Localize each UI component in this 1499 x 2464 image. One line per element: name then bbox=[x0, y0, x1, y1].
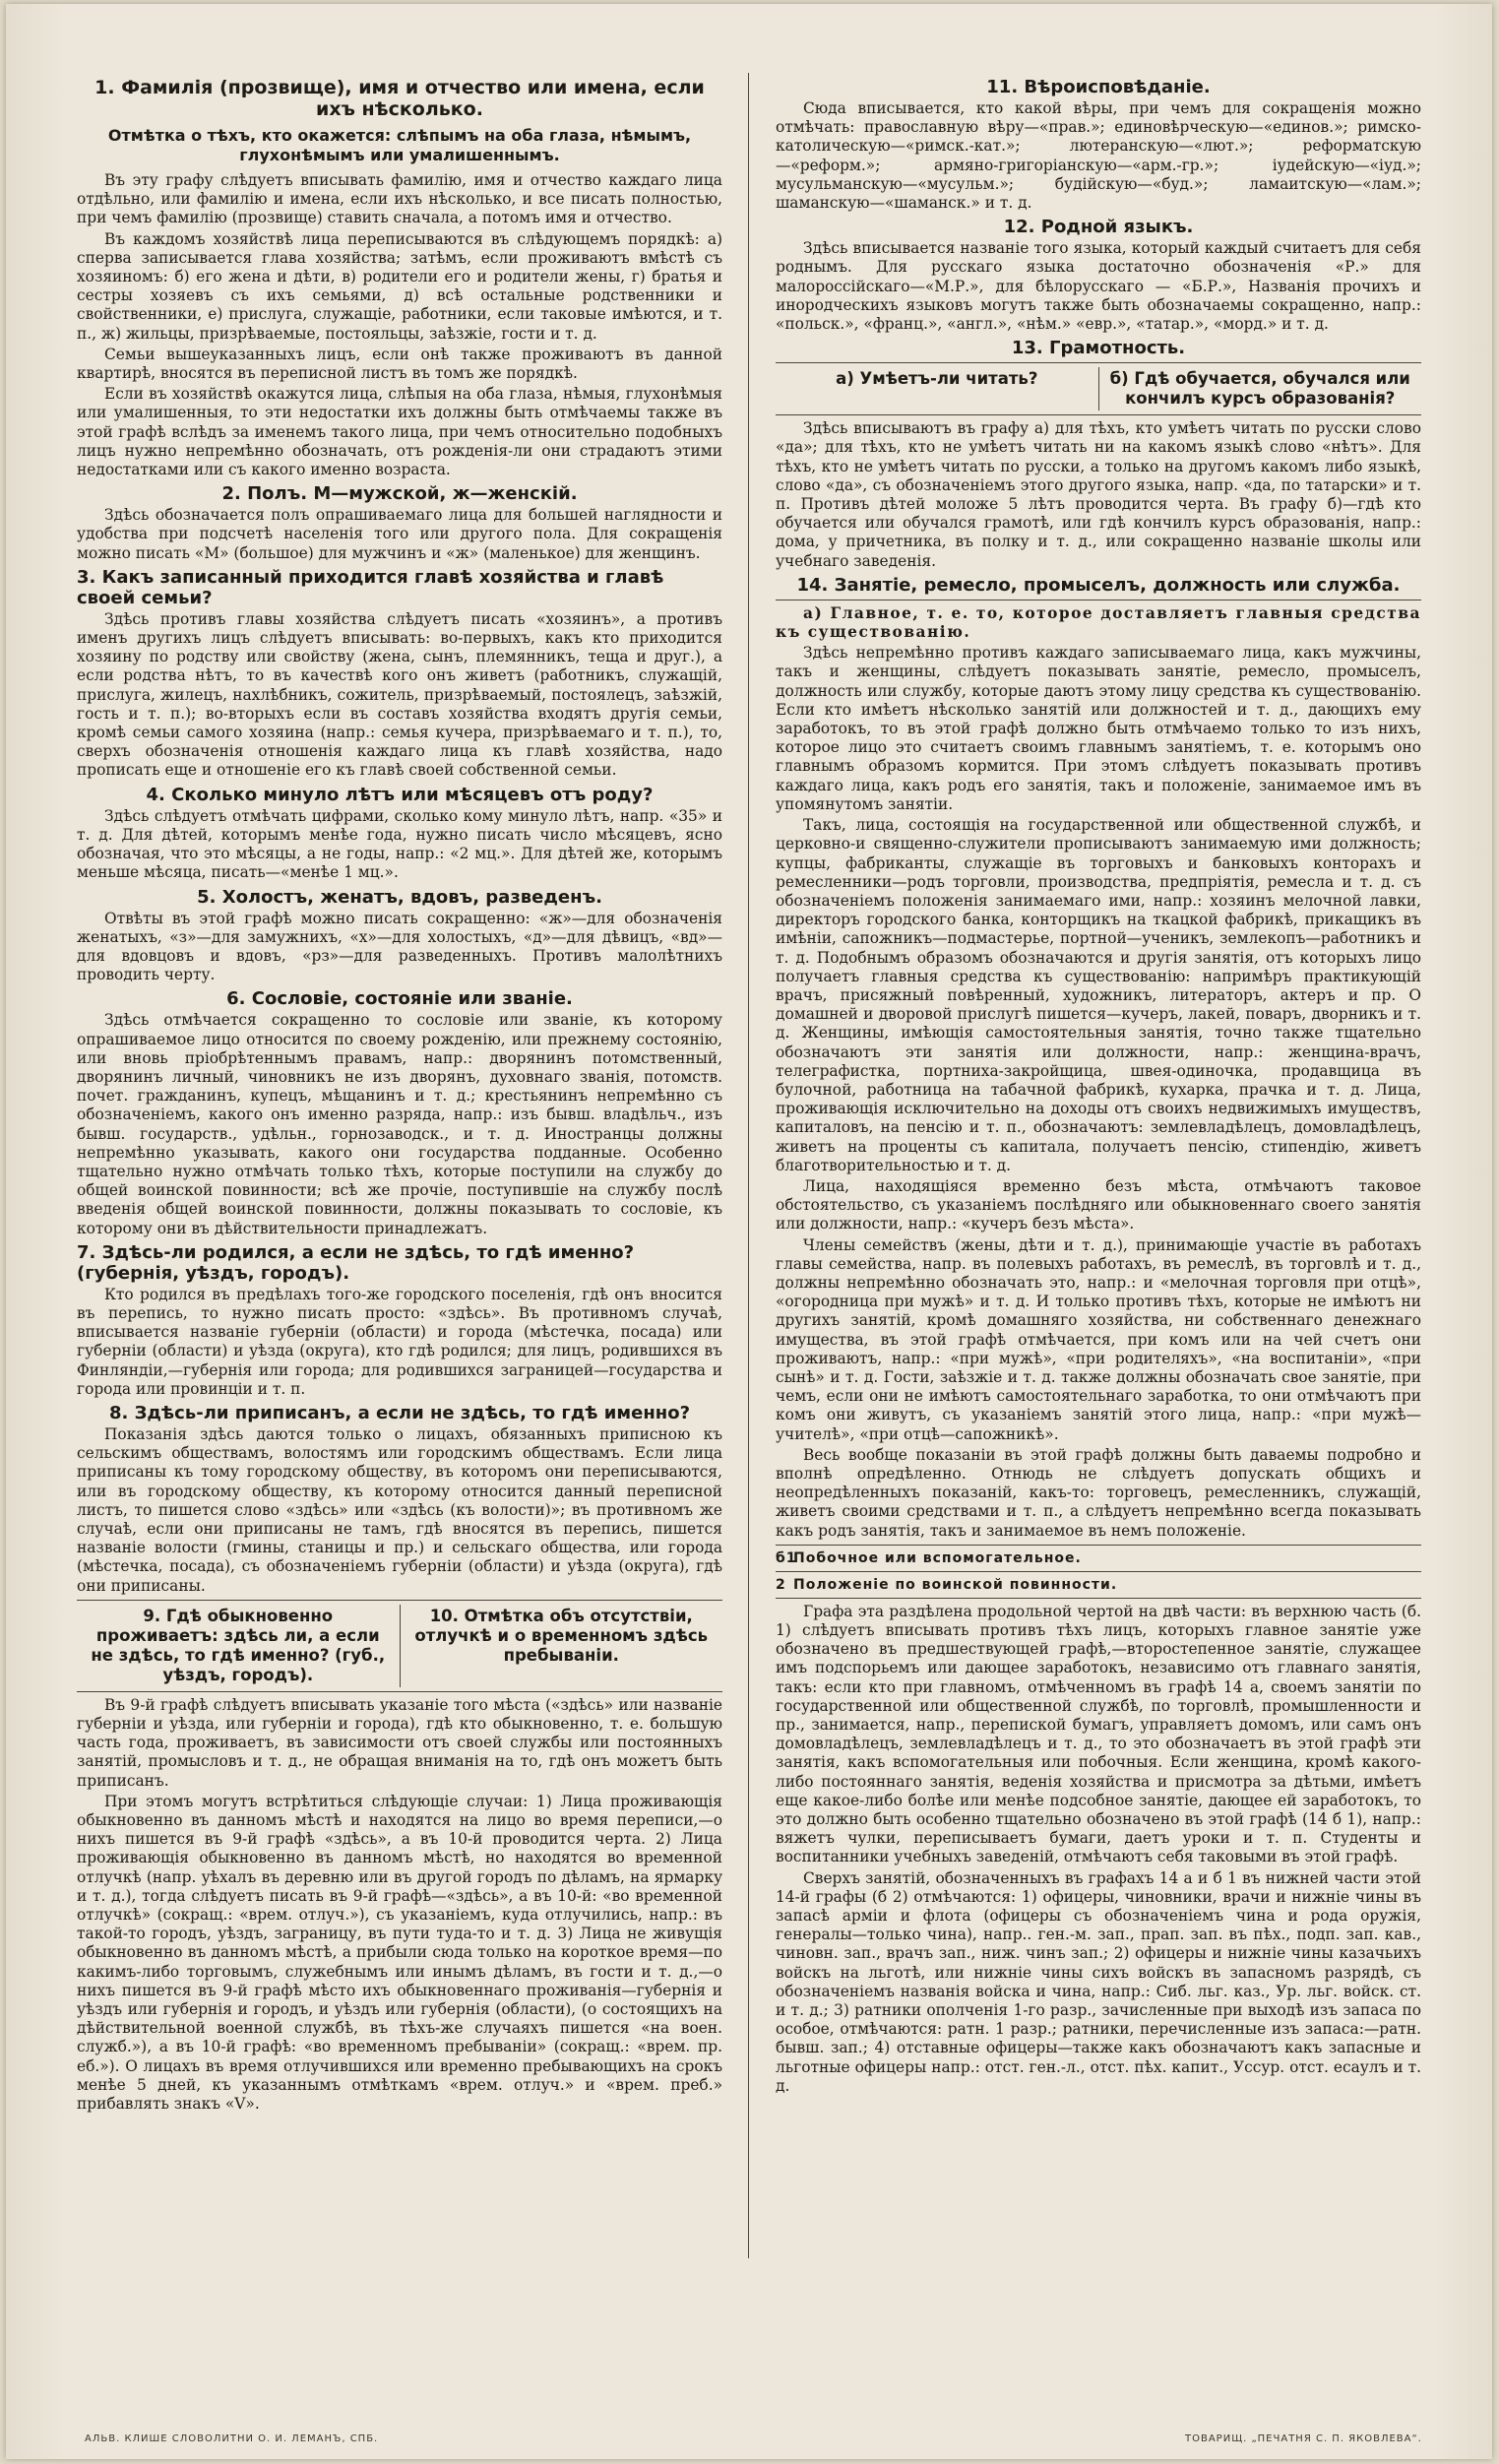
section-3-paragraph: Здѣсь противъ главы хозяйства слѣдуетъ писать «хозяинъ», а противъ именъ другихъ лицъ слѣдуетъ вписывать: во-первыхъ, какъ кто приходится хозяину по родству или свойству (жена, сынъ, племянникъ, теща и друг.), а если родства нѣтъ, то въ качествѣ кого онъ живетъ (работникъ, служащій, прислуга, жилецъ, нахлѣбникъ, сожитель, призрѣваемый, постоялецъ, заѣзжій, гость и т. п.); во-вторыхъ если въ составъ хозяйства входятъ другія семьи, кромѣ семьи самого хозяина (напр.: семья кучера, призрѣваемаго и т. п.), то, сверхъ обозначенія отношенія каждаго лица къ главѣ хозяйства, надо прописать еще и отношеніе его къ главѣ своей собственной семьи. bbox=[77, 609, 722, 780]
section-14b1-title: б1Побочное или вспомогательное. bbox=[776, 1549, 1082, 1566]
divider-line bbox=[77, 1600, 722, 1601]
section-13b-title: б) Гдѣ обучается, обучался или кончилъ курсъ образованія? bbox=[1098, 367, 1422, 411]
section-9-paragraph: Въ 9-й графѣ слѣдуетъ вписывать указаніе того мѣста («здѣсь» или названіе губерніи и уѣзда, или губерніи и города), гдѣ кто обыкновенно, т. е. большую часть года, проживаетъ, въ зависимости отъ своей службы или постоянныхъ занятій, промысловъ и т. д., не обращая вниманія на то, гдѣ онъ можетъ быть приписанъ. bbox=[77, 1695, 722, 1790]
section-13-paragraph: Здѣсь вписываютъ въ графу а) для тѣхъ, кто умѣетъ читать по русски слово «да»; для тѣхъ, кто не умѣетъ читать ни на какомъ языкѣ слово «нѣтъ». Для тѣхъ, кто не умѣетъ читать по русски, а только на другомъ какомъ либо языкѣ, слово «да», съ обозначеніемъ этого другого языка, напр. «да, по татарски» и т. п. Противъ дѣтей моложе 5 лѣтъ проводится черта. Въ графу б)—гдѣ кто обучается или обучался грамотѣ, или гдѣ кончилъ курсъ образованія, напр.: дома, у причетника, въ полку и т. д., или сокращенно названіе школы или учебнаго заведенія. bbox=[776, 419, 1421, 570]
section-11-paragraph: Сюда вписывается, кто какой вѣры, при чемъ для сокращенія можно отмѣчать: православную вѣру—«прав.»; единовѣрческую—«единов.»; римско-католическую—«римск.-кат.»; лютеранскую—«лют.»; реформатскую—«реформ.»; армяно-григоріанскую—«арм.-гр.»; іудейскую—«іуд.»; мусульманскую—«мусульм.»; будійскую—«буд.»; ламаитскую—«лам.»; шаманскую—«шаманск.» и т. д. bbox=[776, 99, 1421, 213]
section-14a-title: а) Главное, т. е. то, которое доставляетъ главныя средства къ существованію. bbox=[776, 603, 1421, 642]
section-13a-title: а) Умѣетъ-ли читать? bbox=[836, 369, 1038, 389]
section-12-title: 12. Родной языкъ. bbox=[1003, 217, 1194, 238]
section-1-paragraph: Въ каждомъ хозяйствѣ лица переписываются въ слѣдующемъ порядкѣ: а) сперва записывается глава хозяйства; затѣмъ, если проживаютъ вмѣстѣ съ хозяиномъ: б) его жена и дѣти, в) родители его и родители жены, г) братья и сестры хозяевъ съ ихъ семьями, д) всѣ остальные родственники и свойственники, е) прислуга, служащіе, работники, если таковые имѣются, и т. п., ж) жильцы, призрѣваемые, постояльцы, заѣзжіе, гости и т. д. bbox=[77, 229, 722, 343]
section-1-title: 1. Фамилія (прозвище), имя и отчество или имена, если ихъ нѣсколько. bbox=[94, 77, 705, 120]
section-14b2-title: 2 Положеніе по воинской повинности. bbox=[776, 1576, 1118, 1593]
section-2-paragraph: Здѣсь обозначается полъ опрашиваемаго лица для большей наглядности и удобства при подсчетѣ населенія того или другого пола. Для сокращенія можно писать «М» (большое) для мужчинъ и «ж» (маленькое) для женщинъ. bbox=[77, 506, 722, 562]
section-1-paragraph: Если въ хозяйствѣ окажутся лица, слѣпыя на оба глаза, нѣмыя, глухонѣмыя или умалишенныя, то эти недостатки ихъ должны быть отмѣчаемы также въ этой графѣ вслѣдъ за именемъ такого лица, при чемъ относительно подобныхъ лицъ нужно непремѣнно обозначать, отъ рожденія-ли они страдаютъ этими недостатками или съ какого именно возраста. bbox=[77, 385, 722, 479]
section-14-paragraph: Здѣсь непремѣнно противъ каждаго записываемаго лица, какъ мужчины, такъ и женщины, слѣдуетъ показывать занятіе, ремесло, промыселъ, должность или службу, которые даютъ этому лицу средства къ существованію. Если кто имѣетъ нѣсколько занятій или должностей и т. д., дающихъ ему заработокъ, то въ этой графѣ должно быть отмѣчаемо только то изъ нихъ, которое лицо это считаетъ своимъ главнымъ занятіемъ, т. е. которымъ оно главнымъ образомъ кормится. При этомъ слѣдуетъ показывать противъ каждаго лица, какъ родъ его занятія, такъ и положеніе, занимаемое имъ въ упомянутомъ занятіи. bbox=[776, 644, 1421, 813]
section-3-title: 3. Какъ записанный приходится главѣ хозяйства и главѣ своей семьи? bbox=[77, 566, 664, 608]
section-6-paragraph: Здѣсь отмѣчается сокращенно то сословіе или званіе, къ которому опрашиваемое лицо относится по своему рожденію, или прежнему состоянію, или вновь пріобрѣтеннымъ правамъ, напр.: дворянинъ потомственный, дворянинъ личный, чиновникъ не изъ дворянъ, духовнаго званія, потомств. почет. гражданинъ, купецъ, мѣщанинъ и т. д.; крестьянинъ непремѣнно съ обозначеніемъ, какого онъ именно разряда, напр.: изъ бывш. владѣльч., изъ бывш. государств., удѣльн., горнозаводск., и т. д. Иностранцы должны непремѣнно указывать, какого они государства подданные. Особенно тщательно нужно отмѣчать только тѣхъ, которые поступили на службу до общей воинской повинности; всѣ же прочіе, поступившіе на службу послѣ введенія общей воинской повинности, должны показывать то сословіе, къ которому они въ дѣйствительности принадлежатъ. bbox=[77, 1011, 722, 1237]
section-14-paragraph: Члены семействъ (жены, дѣти и т. д.), принимающіе участіе въ работахъ главы семейства, напр. въ полевыхъ работахъ, въ ремеслѣ, въ торговлѣ и т. д., должны непремѣнно обозначать это, напр.: и «мелочная торговля при отцѣ», «огородница при мужѣ» и т. д. И только противъ тѣхъ, которые не имѣютъ ни другихъ занятій, кромѣ домашняго хозяйства, ни собственнаго денежнаго имущества, въ этой графѣ отмѣчается, при комъ или на чей счетъ они проживаютъ, напр.: «при мужѣ», «при родителяхъ», «на воспитаніи», «при сынѣ» и т. д. Гости, заѣзжіе и т. д. также должны обозначать свое занятіе, при чемъ, если они не имѣютъ самостоятельнаго заработка, то они отмѣчаютъ при комъ они живутъ, съ указаніемъ занятій этого лица, напр.: «при мужѣ—учителѣ», «при отцѣ—сапожникѣ». bbox=[776, 1235, 1421, 1443]
section-14-title: 14. Занятіе, ремесло, промыселъ, должность или служба. bbox=[796, 574, 1401, 596]
column-divider bbox=[748, 73, 749, 2258]
section-1-note: Отмѣтка о тѣхъ, кто окажется: слѣпымъ на оба глаза, нѣмымъ, глухонѣмымъ или умалишеннымъ. bbox=[107, 126, 692, 164]
section-8-paragraph: Показанія здѣсь даются только о лицахъ, обязанныхъ приписною къ сельскимъ обществамъ, волостямъ или городскимъ обществамъ. Если лица приписаны къ тому городскому обществу, въ которомъ они переписываются, или въ городскому обществу, къ которому относится данный переписной листъ, то пишется слово «здѣсь» или «здѣсь (къ волости)»; въ противномъ же случаѣ, если они приписаны не тамъ, гдѣ вносятся въ перепись, пишется названіе волости (гмины, станицы и пр.) и сельскаго общества, или города (мѣстечка, посада), съ обозначеніемъ губерніи (области) и уѣзда (округа), гдѣ они приписаны. bbox=[77, 1424, 722, 1595]
printer-footer-left: АЛЬВ. КЛИШЕ СЛОВОЛИТНИ О. И. ЛЕМАНЪ, СПБ. bbox=[85, 2433, 379, 2444]
right-column bbox=[776, 73, 1421, 2098]
census-instruction-sheet bbox=[6, 4, 1492, 2459]
section-14-paragraph: Весь вообще показаніи въ этой графѣ должны быть даваемы подробно и вполнѣ опредѣленно. Отнюдь не слѣдуетъ допускать общихъ и неопредѣленныхъ показаній, какъ-то: торговецъ, ремесленникъ, служащій, живетъ своими средствами и т. п., а слѣдуетъ непремѣнно всегда показывать какъ родъ занятія, такъ и занимаемое въ немъ положеніе. bbox=[776, 1445, 1421, 1540]
divider-line bbox=[776, 1598, 1421, 1599]
section-8-title: 8. Здѣсь-ли приписанъ, а если не здѣсь, то гдѣ именно? bbox=[108, 1402, 691, 1423]
section-9-title: 9. Гдѣ обыкновенно проживаетъ: здѣсь ли, а если не здѣсь, то гдѣ именно? (губ., уѣздъ, городъ). bbox=[91, 1606, 386, 1684]
section-1-paragraph: Семьи вышеуказанныхъ лицъ, если онѣ также проживаютъ въ данной квартирѣ, вносятся въ переписной листъ въ томъ же порядкѣ. bbox=[77, 345, 722, 383]
divider-line bbox=[776, 414, 1421, 415]
section-14-paragraph: Сверхъ занятій, обозначенныхъ въ графахъ 14 а и б 1 въ нижней части этой 14-й графы (б 2) отмѣчаются: 1) офицеры, чиновники, врачи и нижніе чины въ запасѣ арміи и флота (офицеры съ обозначеніемъ чина и рода оружія, генералы—только чина), напр.. ген.-м. зап., прап. зап. въ пѣх., подп. зап. кав., чиновн. зап., врачъ зап., ниж. чинъ зап.; 2) офицеры и нижніе чины казачьихъ войскъ на льготѣ, или нижніе чины сихъ войскъ въ запасномъ разрядѣ, съ обозначеніемъ названія войска и чина, напр.: Сиб. льг. каз., Ур. льг. войск. ст. и т. д.; 3) ратники ополченія 1-го разр., зачисленные при выходѣ изъ запаса по особое, отмѣчаются: ратн. 1 разр.; ратники, перечисленные изъ запаса:—ратн. бывш. зап.; 4) отставные офицеры—также какъ обозначаютъ какъ запасные и льготные офицеры напр.: отст. ген.-л., отст. пѣх. капит., Уссур. отст. есаулъ и т. д. bbox=[776, 1868, 1421, 2095]
section-13-title: 13. Грамотность. bbox=[1011, 338, 1186, 359]
section-13-subheader bbox=[776, 367, 1421, 411]
section-5-paragraph: Отвѣты въ этой графѣ можно писать сокращенно: «ж»—для обозначенія женатыхъ, «з»—для замужнихъ, «х»—для холостыхъ, «д»—для дѣвицъ, «вд»—для вдовцовъ и вдовъ, «рз»—для разведенныхъ. Противъ малолѣтнихъ проводить черту. bbox=[77, 909, 722, 984]
sections-9-10-header bbox=[77, 1605, 722, 1687]
divider-line bbox=[776, 1545, 1421, 1546]
section-2-title: 2. Полъ. М—мужской, ж—женскій. bbox=[221, 483, 578, 505]
section-7-paragraph: Кто родился въ предѣлахъ того-же городского поселенія, гдѣ онъ вносится въ перепись, то нужно писать просто: «здѣсь». Въ противномъ случаѣ, вписывается названіе губерніи (области) и города (мѣстечка, посада) или губерніи (области) и уѣзда (округа), кто гдѣ родился; для лицъ, родившихся въ Финляндіи,—губернія или города; для родившихся заграницей—государства и города или провинціи и т. п. bbox=[77, 1285, 722, 1398]
left-column bbox=[77, 73, 722, 2116]
divider-line bbox=[77, 1691, 722, 1692]
section-6-title: 6. Сословіе, состояніе или званіе. bbox=[226, 988, 573, 1010]
divider-line bbox=[776, 362, 1421, 363]
section-7-title: 7. Здѣсь-ли родился, а если не здѣсь, то гдѣ именно? (губернія, уѣздъ, городъ). bbox=[77, 1241, 635, 1284]
section-14-paragraph: Такъ, лица, состоящія на государственной или общественной службѣ, и церковно-и священно-служители прописываютъ занимаемую ими должность; купцы, фабриканты, служащіе въ торговыхъ и банковыхъ конторахъ и ремесленники—родъ торговли, производства, предпріятія, ремесла и т. д. съ обозначеніемъ положенія занимаемаго ими, напр.: хозяинъ мелочной лавки, директоръ городского банка, конторщикъ на ткацкой фабрикѣ, прикащикъ въ имѣніи, сапожникъ—подмастерье, портной—ученикъ, землекопъ—работникъ и т. д. Подобнымъ образомъ обозначаются и другія занятія, отъ которыхъ лицо получаетъ главныя средства къ существованію: напримѣръ практикующій врачъ, присяжный повѣренный, художникъ, литераторъ, актеръ и пр. О домашней и дворовой прислугѣ пишется—кучеръ, лакей, поваръ, дворникъ и т. д. Женщины, имѣющія самостоятельныя занятія, точно также тщательно обозначаютъ эти занятія или должности, напр.: женщина-врачъ, телеграфистка, портниха-закройщица, швея-одиночка, продавщица въ булочной, работница на табачной фабрикѣ, кухарка, прачка и т. д. Лица, проживающія исключительно на доходы отъ своихъ недвижимыхъ имуществъ, капиталовъ, на пенсію и т. п., обозначаютъ: землевладѣлецъ, домовладѣлецъ, живетъ на проценты съ капитала, получаетъ пенсію, стипендію, живетъ благотворительностью и т. д. bbox=[776, 816, 1421, 1174]
section-10-title: 10. Отмѣтка объ отсутствіи, отлучкѣ и о временномъ здѣсь пребываніи. bbox=[400, 1605, 723, 1687]
section-4-paragraph: Здѣсь слѣдуетъ отмѣчать цифрами, сколько кому минуло лѣтъ, напр. «35» и т. д. Для дѣтей, которымъ менѣе года, нужно писать число мѣсяцевъ, ясно обозначая, что это мѣсяцы, а не годы, напр.: «2 мц.». Для дѣтей же, которымъ меньше мѣсяца, писать—«менѣе 1 мц.». bbox=[77, 806, 722, 882]
section-14-paragraph: Лица, находящіяся временно безъ мѣста, отмѣчаютъ таковое обстоятельство, съ указаніемъ послѣдняго или обыкновеннаго своего занятія или должности, напр.: «кучеръ безъ мѣста». bbox=[776, 1176, 1421, 1233]
section-4-title: 4. Сколько минуло лѣтъ или мѣсяцевъ отъ роду? bbox=[146, 784, 654, 805]
printer-footer-right: ТОВАРИЩ. „ПЕЧАТНЯ С. П. ЯКОВЛЕВА“. bbox=[1185, 2433, 1422, 2444]
section-11-title: 11. Вѣроисповѣданіе. bbox=[986, 77, 1211, 97]
section-1-paragraph: Въ эту графу слѣдуетъ вписывать фамилію, имя и отчество каждаго лица отдѣльно, или фамилію и имена, если ихъ нѣсколько, и все писать полностью, при чемъ фамилію (прозвище) ставить сначала, а потомъ имя и отчество. bbox=[77, 171, 722, 227]
section-9-paragraph: При этомъ могутъ встрѣтиться слѣдующіе случаи: 1) Лица проживающія обыкновенно въ данномъ мѣстѣ и находятся на лицо во время переписи,—о нихъ пишется въ 9-й графѣ «здѣсь», а въ 10-й проводится черта. 2) Лица проживающія обыкновенно въ данномъ мѣстѣ, но находятся во временной отлучкѣ (напр. уѣхалъ въ деревню или въ другой городъ по дѣламъ, на ярмарку и т. д.), тогда слѣдуетъ писать въ 9-й графѣ—«здѣсь», а въ 10-й: «во временной отлучкѣ» (сокращ.: «врем. отлуч.»), съ указаніемъ, куда отлучились, напр.: въ такой-то городъ, уѣздъ, заграницу, въ пути туда-то и т. д. 3) Лица не живущія обыкновенно въ данномъ мѣстѣ, а прибыли сюда только на короткое время—по какимъ-либо торговымъ, служебнымъ или инымъ дѣламъ, въ гости и т. д.,—о нихъ пишется въ 9-й графѣ мѣсто ихъ обыкновеннаго проживанія—губернія и уѣздъ или губернія и городъ, и уѣздъ или губернія (области), (о состоящихъ на дѣйствительной военной службѣ, въ тѣхъ-же случаяхъ пишется «на воен. служб.»), а въ 10-й графѣ: «во временномъ пребываніи» (сокращ.: «врем. пр. еб.»). О лицахъ въ время отлучившихся или временно пребывающихъ на срокъ менѣе 5 дней, къ указаннымъ отмѣткамъ «врем. отлуч.» и «врем. преб.» прибавлять знакъ «V». bbox=[77, 1792, 722, 2114]
section-14-paragraph: Графа эта раздѣлена продольной чертой на двѣ части: въ верхнюю часть (б. 1) слѣдуетъ вписывать противъ тѣхъ лицъ, которыхъ главное занятіе уже обозначено въ предшествующей графѣ,—второстепенное занятіе, служащее имъ подспорьемъ или дающее заработокъ, независимо отъ главнаго занятія, такъ: если кто при главномъ, отмѣченномъ въ графѣ 14 а, своемъ занятіи по государственной или общественной службѣ, по торговлѣ, промышленности и пр., занимается, напр., перепиской бумагъ, управляетъ домомъ, или самъ онъ домовладѣлецъ, землевладѣлецъ и т. д., то это обозначаетъ въ этой графѣ эти занятія, какъ вспомогательныя или побочныя. Если женщина, кромѣ какого-либо постояннаго занятія, веденія хозяйства и присмотра за дѣтьми, имѣетъ еще какое-либо болѣе или менѣе подсобное занятіе, дающее ей заработокъ, то это должно быть особенно тщательно обозначено въ этой графѣ (14 б 1), напр.: вяжетъ чулки, переписываетъ бумаги, даетъ уроки и т. п. Студенты и воспитанники учебныхъ заведеній, отмѣчаютъ себя таковыми въ этой графѣ. bbox=[776, 1602, 1421, 1866]
section-5-title: 5. Холостъ, женатъ, вдовъ, разведенъ. bbox=[197, 886, 602, 908]
divider-line bbox=[776, 1571, 1421, 1572]
section-12-paragraph: Здѣсь вписывается названіе того языка, который каждый считаетъ для себя роднымъ. Для русскаго языка достаточно обозначенія «Р.» для малороссійскаго—«М.Р.», для бѣлорусскаго — «Б.Р.», Названія прочихъ и инородческихъ языковъ могутъ также быть обозначаемы сокращенно, напр.: «польск.», «франц.», «англ.», «нѣм.» «евр.», «татар.», «морд.» и т. д. bbox=[776, 239, 1421, 334]
